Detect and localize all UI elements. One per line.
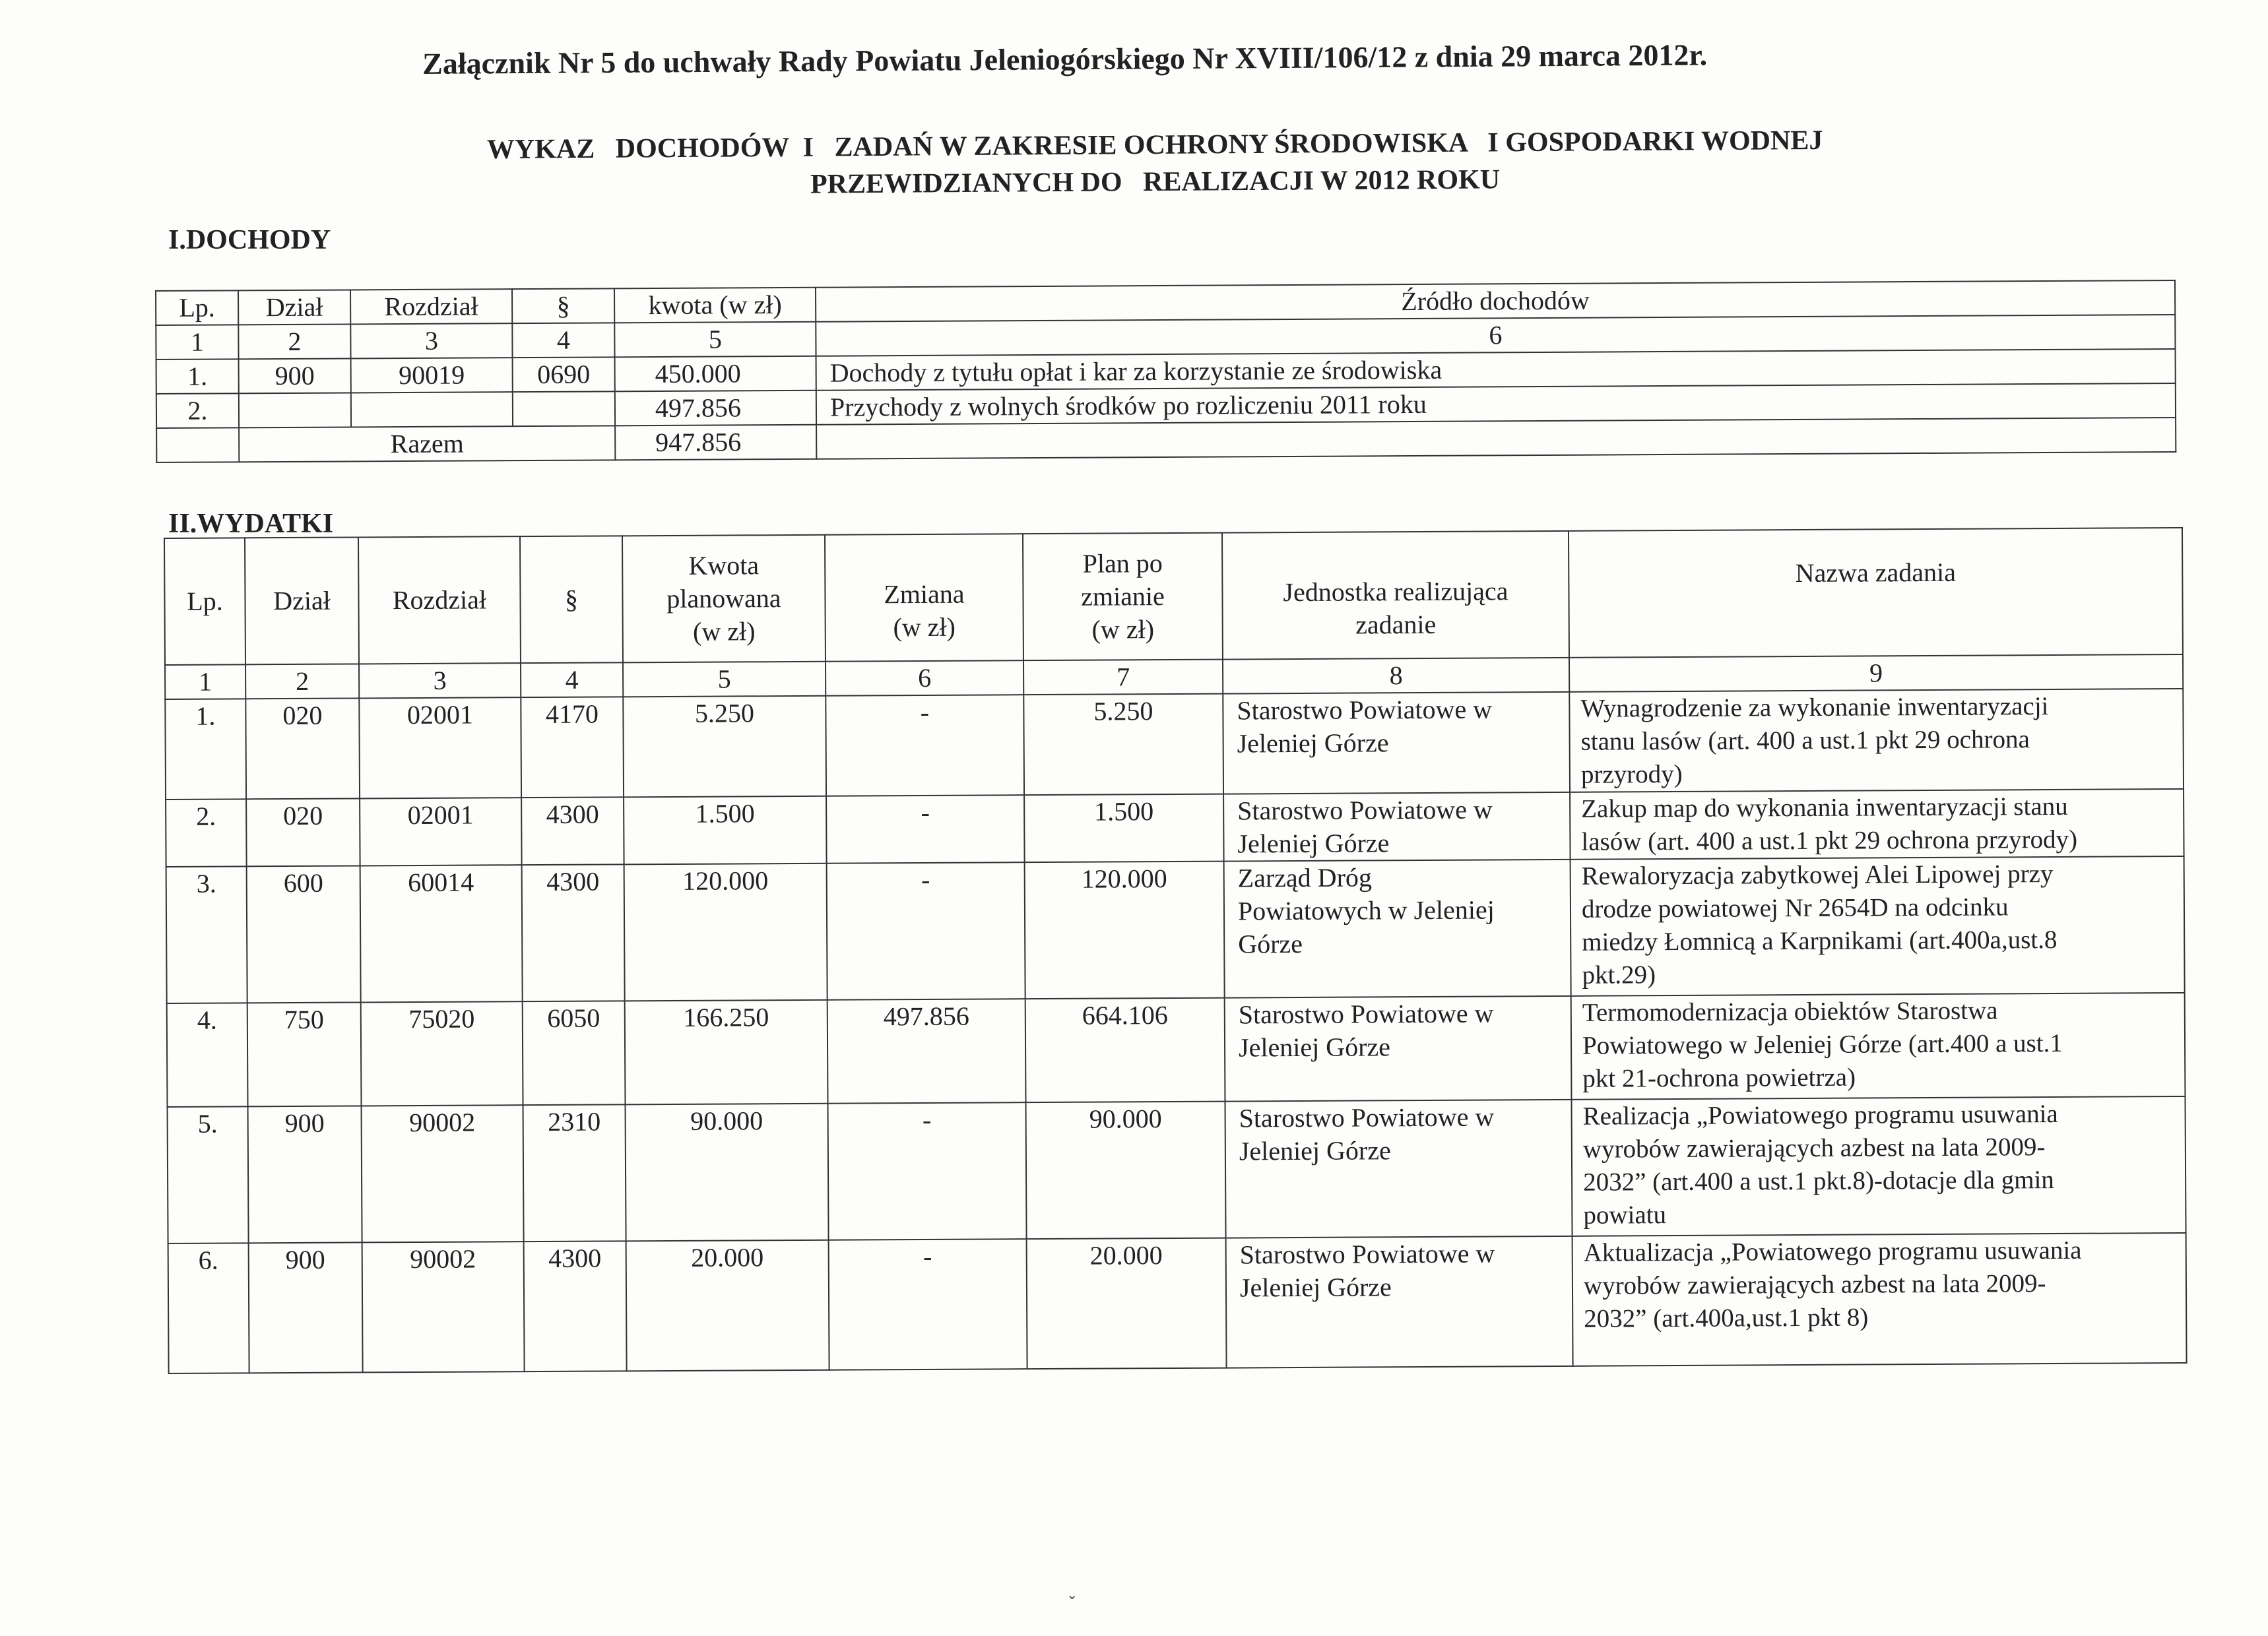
income-rozdzial (351, 392, 513, 427)
expense-colnum: 7 (1023, 660, 1223, 695)
jednostka-line: Powiatowych w Jeleniej (1237, 895, 1495, 926)
expense-lp: 5. (168, 1106, 249, 1243)
expense-colnum: 1 (165, 664, 245, 699)
income-colnum: 6 (816, 315, 2175, 356)
income-dzial: 900 (239, 358, 351, 393)
expense-jednostka (1225, 1100, 1572, 1238)
expense-rozdzial: 90002 (362, 1105, 524, 1242)
table-row (166, 856, 2185, 1003)
income-header-paragraf: § (512, 288, 614, 323)
document-heading (396, 121, 1914, 206)
income-colnum: 1 (156, 325, 238, 360)
expense-nazwa (1570, 789, 2184, 860)
income-colnum: 3 (350, 323, 512, 358)
expense-paragraf: 4170 (521, 697, 624, 798)
expense-section-label: II.WYDATKI (168, 509, 334, 539)
expense-colnum: 3 (359, 663, 521, 698)
expense-colnum: 6 (826, 660, 1023, 696)
income-zrodlo: Przychody z wolnych środków po rozliczeniu 2011 roku (816, 383, 2176, 425)
income-kwota: 497.856 (615, 391, 816, 426)
expense-colnum: 4 (521, 662, 623, 697)
income-kwota: 450.000 (615, 356, 816, 392)
expense-nazwa (1572, 1233, 2187, 1366)
expense-dzial: 900 (248, 1106, 362, 1243)
expense-jednostka (1224, 860, 1571, 998)
stray-mark: ˇ (1069, 1593, 1076, 1614)
expense-dzial: 020 (245, 698, 360, 799)
header-line: Jednostka realizująca (1283, 576, 1508, 608)
expense-jednostka (1223, 692, 1570, 794)
document-title: Załącznik Nr 5 do uchwały Rady Powiatu Jeleniogórskiego Nr XVIII/106/12 z dnia 29 marca 2012r. (422, 38, 1708, 80)
expense-dzial: 750 (247, 1002, 362, 1106)
expense-paragraf: 2310 (523, 1104, 626, 1242)
table-row (165, 689, 2184, 800)
jednostka-line: Jeleniej Górze (1239, 1135, 1391, 1166)
expense-jednostka (1226, 1236, 1573, 1368)
expense-header-rozdzial: Rozdział (358, 536, 521, 664)
jednostka-line: Jeleniej Górze (1239, 1272, 1392, 1303)
expense-lp: 6. (168, 1243, 249, 1373)
header-line: (w zł) (692, 616, 756, 646)
expense-lp: 1. (165, 699, 246, 800)
nazwa-line: pkt.29) (1582, 960, 1656, 990)
jednostka-line: Starostwo Powiatowe w (1239, 1238, 1495, 1270)
jednostka-line: Zarząd Dróg (1237, 862, 1373, 893)
jednostka-line: Starostwo Powiatowe w (1237, 794, 1493, 826)
expense-plan: 20.000 (1027, 1238, 1227, 1369)
expense-header-zmiana (825, 534, 1023, 662)
nazwa-line: drodze powiatowej Nr 2654D na odcinku (1581, 893, 2009, 924)
expense-header-row (164, 528, 2183, 665)
expense-rozdzial: 75020 (361, 1001, 523, 1106)
expense-kwota: 166.250 (625, 1000, 828, 1105)
income-header-zrodlo: Źródło dochodów (816, 280, 2175, 322)
nazwa-line: Wynagrodzenie za wykonanie inwentaryzacji (1580, 692, 2049, 723)
income-lp: 1. (156, 359, 239, 394)
expense-zmiana: - (829, 1239, 1027, 1370)
expense-rozdzial: 02001 (360, 798, 522, 865)
income-table (155, 280, 2176, 463)
expense-colnum: 2 (245, 664, 359, 699)
expense-rozdzial: 90002 (362, 1242, 525, 1372)
table-row (167, 993, 2186, 1107)
heading-line-1: WYKAZ DOCHODÓW I ZADAŃ W ZAKRESIE OCHRONY ŚRODOWISKA I GOSPODARKI WODNEJ (486, 125, 1823, 166)
expense-header-dzial: Dział (245, 537, 359, 664)
income-dzial (239, 393, 351, 427)
income-header-lp: Lp. (156, 290, 238, 325)
income-paragraf: 0690 (513, 357, 615, 392)
jednostka-line: Starostwo Powiatowe w (1239, 1102, 1495, 1133)
expense-rozdzial: 60014 (360, 865, 523, 1002)
nazwa-line: powiatu (1583, 1201, 1667, 1230)
header-line: zmianie (1081, 581, 1165, 612)
nazwa-line: Zakup map do wykonania inwentaryzacji stanu (1581, 792, 2068, 823)
income-zrodlo: Dochody z tytułu opłat i kar za korzystanie ze środowiska (816, 349, 2176, 391)
expense-nazwa (1571, 1096, 2186, 1236)
expense-lp: 4. (167, 1003, 248, 1107)
expense-nazwa (1571, 856, 2185, 996)
nazwa-line: Aktualizacja „Powiatowego programu usuwania (1583, 1236, 2082, 1267)
expense-colnum: 9 (1569, 654, 2183, 692)
expense-plan: 90.000 (1026, 1102, 1226, 1240)
income-total-empty (156, 427, 239, 462)
nazwa-line: przyrody) (1580, 759, 1683, 789)
jednostka-line: Starostwo Powiatowe w (1237, 694, 1493, 726)
header-line: Kwota (688, 550, 760, 581)
expense-kwota: 20.000 (626, 1240, 829, 1371)
expense-nazwa (1569, 689, 2184, 792)
expense-zmiana: - (826, 795, 1025, 864)
nazwa-line: wyrobów zawierających azbest na lata 2009- (1582, 1133, 2046, 1164)
nazwa-line: lasów (art. 400 a ust.1 pkt 29 ochrona przyrody) (1581, 825, 2078, 856)
expense-dzial: 020 (246, 798, 360, 866)
expense-zmiana: - (826, 695, 1024, 796)
income-total-source-empty (816, 418, 2176, 459)
expense-plan: 5.250 (1023, 694, 1223, 796)
nazwa-line: 2032” (art.400 a ust.1 pkt.8)-dotacje dla gmin (1583, 1166, 2054, 1197)
expense-header-lp: Lp. (164, 538, 245, 665)
income-colnum: 4 (512, 323, 614, 358)
nazwa-line: stanu lasów (art. 400 a ust.1 pkt 29 ochrona (1580, 725, 2030, 756)
jednostka-line: Jeleniej Górze (1237, 828, 1390, 859)
expense-dzial: 600 (247, 865, 361, 1003)
income-section-label: I.DOCHODY (168, 225, 331, 255)
expense-kwota: 1.500 (624, 796, 827, 865)
income-paragraf (513, 391, 615, 426)
expense-plan: 664.106 (1025, 998, 1225, 1103)
income-total-kwota: 947.856 (615, 425, 816, 460)
nazwa-line: Termomodernizacja obiektów Starostwa (1582, 996, 1998, 1027)
income-colnum: 5 (614, 322, 816, 358)
expense-lp: 3. (166, 866, 247, 1003)
expense-table (164, 527, 2187, 1374)
nazwa-line: pkt 21-ochrona powietrza) (1582, 1063, 1856, 1093)
nazwa-line: Rewaloryzacja zabytkowej Alei Lipowej przy (1581, 860, 2054, 891)
expense-zmiana: 497.856 (827, 999, 1026, 1104)
income-lp: 2. (156, 393, 239, 428)
expense-paragraf: 4300 (521, 797, 624, 865)
income-header-rozdzial: Rozdział (350, 289, 512, 324)
jednostka-line: Starostwo Powiatowe w (1238, 998, 1494, 1030)
header-line: (w zł) (893, 612, 956, 643)
header-line: zadanie (1355, 609, 1437, 640)
income-header-dzial: Dział (238, 290, 350, 325)
expense-jednostka (1225, 996, 1572, 1102)
nazwa-line: Powiatowego w Jeleniej Górze (art.400 a ust.1 (1582, 1028, 2063, 1060)
table-row (166, 789, 2184, 867)
expense-kwota: 120.000 (624, 864, 827, 1001)
expense-kwota: 90.000 (626, 1104, 829, 1242)
expense-header-kwota (622, 535, 826, 663)
expense-lp: 2. (166, 799, 247, 867)
nazwa-line: Realizacja „Powiatowego programu usuwania (1582, 1099, 2058, 1131)
expense-rozdzial: 02001 (359, 697, 521, 798)
table-row (168, 1096, 2186, 1243)
income-header-kwota: kwota (w zł) (614, 288, 816, 323)
expense-paragraf: 6050 (523, 1001, 626, 1105)
expense-plan: 1.500 (1024, 794, 1224, 863)
header-line: planowana (666, 583, 781, 614)
table-row (168, 1233, 2187, 1373)
header-line: Plan po (1082, 548, 1163, 579)
expense-colnum: 5 (623, 662, 826, 697)
expense-paragraf: 4300 (524, 1241, 627, 1371)
expense-dzial: 900 (249, 1242, 363, 1373)
nazwa-line: 2032” (art.400a,ust.1 pkt 8) (1584, 1303, 1869, 1333)
header-line: Zmiana (884, 579, 965, 610)
expense-kwota: 5.250 (623, 696, 826, 798)
income-rozdzial: 90019 (351, 358, 513, 393)
expense-jednostka (1223, 792, 1571, 862)
nazwa-line: wyrobów zawierających azbest na lata 2009- (1583, 1269, 2046, 1300)
expense-zmiana: - (827, 862, 1025, 1000)
expense-header-paragraf: § (520, 536, 623, 663)
income-colnum: 2 (238, 324, 350, 359)
expense-plan: 120.000 (1025, 862, 1225, 999)
expense-zmiana: - (828, 1102, 1027, 1240)
expense-nazwa (1571, 993, 2186, 1100)
jednostka-line: Jeleniej Górze (1237, 728, 1389, 759)
expense-header-nazwa: Nazwa zadania (1569, 528, 2183, 658)
expense-header-plan (1023, 533, 1223, 661)
heading-line-2: PRZEWIDZIANYCH DO REALIZACJI W 2012 ROKU (810, 164, 1501, 200)
expense-header-jednostka (1222, 531, 1569, 660)
nazwa-line: miedzy Łomnicą a Karpnikami (art.400a,ust.8 (1582, 925, 2057, 957)
jednostka-line: Jeleniej Górze (1238, 1032, 1391, 1063)
income-total-label: Razem (239, 425, 615, 462)
expense-colnum: 8 (1223, 658, 1569, 694)
header-line: (w zł) (1091, 614, 1155, 645)
expense-paragraf: 4300 (522, 864, 625, 1001)
jednostka-line: Górze (1238, 928, 1303, 959)
